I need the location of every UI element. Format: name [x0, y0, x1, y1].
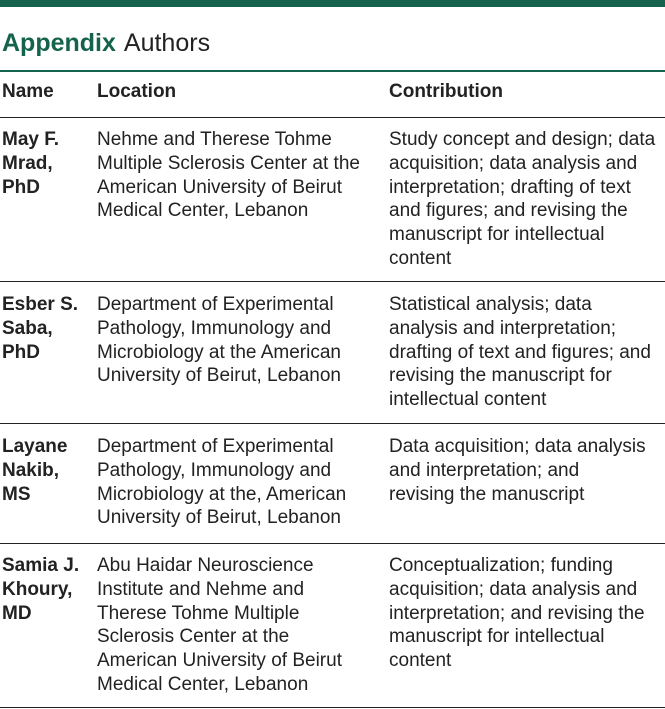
location-line: Sclerosis Center at the — [97, 626, 290, 648]
location-cell — [97, 293, 382, 388]
contribution-line: and figures; and revising the — [389, 200, 628, 222]
contribution-line: Statistical analysis; data — [389, 294, 592, 315]
title-rule — [0, 70, 665, 72]
author-degree-line: PhD — [2, 341, 40, 363]
header-rule — [0, 117, 665, 118]
location-line: Medical Center, Lebanon — [97, 200, 309, 222]
contribution-cell — [389, 554, 665, 673]
contribution-line: Data acquisition; data analysis — [389, 436, 646, 457]
row-divider — [0, 423, 665, 424]
location-cell — [97, 128, 382, 223]
author-name-line: Samia J. — [2, 555, 80, 576]
contribution-line: Study concept and design; data — [389, 129, 656, 150]
contribution-cell — [389, 293, 665, 412]
author-name-line: May F. — [2, 129, 60, 150]
contribution-line: interpretation; drafting of text — [389, 176, 631, 198]
contribution-line: interpretation; and revising the — [389, 602, 645, 624]
location-line: University of Beirut, Lebanon — [97, 365, 341, 387]
table-title-subject: Authors — [123, 29, 211, 57]
location-line: American University of Beirut — [97, 176, 342, 198]
table-bottom-rule — [0, 707, 665, 708]
contribution-line: drafting of text and figures; and — [389, 341, 651, 363]
table-title — [2, 28, 210, 58]
author-name-line: Layane — [2, 436, 68, 457]
location-line: Department of Experimental — [97, 294, 334, 315]
author-degree-line: MS — [2, 483, 31, 505]
location-line: Pathology, Immunology and — [97, 317, 332, 339]
location-cell — [97, 435, 382, 530]
location-line: Microbiology at the American — [97, 341, 341, 363]
author-name-cell — [2, 435, 90, 506]
location-line: Microbiology at the, American — [97, 483, 347, 505]
table-header — [0, 80, 665, 110]
location-line: Abu Haidar Neuroscience — [97, 555, 314, 576]
contribution-line: revising the manuscript — [389, 483, 585, 505]
contribution-line: manuscript for intellectual — [389, 626, 605, 648]
contribution-line: intellectual content — [389, 389, 547, 411]
author-name-line: Esber S. — [2, 294, 79, 315]
location-line: Nehme and Therese Tohme — [97, 129, 332, 150]
contribution-line: revising the manuscript for — [389, 365, 612, 387]
table-title-label: Appendix — [2, 29, 116, 57]
contribution-cell — [389, 128, 665, 271]
author-name-line: Nakib, — [2, 459, 60, 481]
location-line: Pathology, Immunology and — [97, 459, 332, 481]
author-degree-line: MD — [2, 602, 32, 624]
contribution-line: acquisition; data analysis and — [389, 578, 638, 600]
contribution-line: content — [389, 650, 452, 672]
location-line: University of Beirut, Lebanon — [97, 507, 341, 529]
author-name-cell — [2, 554, 90, 625]
location-line: Department of Experimental — [97, 436, 334, 457]
contribution-line: manuscript for intellectual — [389, 224, 605, 246]
column-header-name: Name — [2, 81, 54, 102]
location-line: Multiple Sclerosis Center at the — [97, 152, 360, 174]
contribution-line: and interpretation; and — [389, 459, 580, 481]
location-cell — [97, 554, 382, 697]
contribution-line: content — [389, 247, 452, 269]
location-line: Therese Tohme Multiple — [97, 602, 300, 624]
location-line: Medical Center, Lebanon — [97, 673, 309, 695]
top-accent-bar — [0, 0, 665, 7]
contribution-line: analysis and interpretation; — [389, 317, 617, 339]
author-name-cell — [2, 293, 90, 364]
author-name-line: Saba, — [2, 317, 53, 339]
author-name-cell — [2, 128, 90, 199]
author-degree-line: PhD — [2, 176, 40, 198]
contribution-line: acquisition; data analysis and — [389, 152, 638, 174]
column-header-contribution: Contribution — [389, 81, 503, 102]
column-header-location: Location — [97, 81, 177, 102]
contribution-cell — [389, 435, 665, 506]
author-name-line: Mrad, — [2, 152, 53, 174]
author-name-line: Khoury, — [2, 578, 73, 600]
contribution-line: Conceptualization; funding — [389, 555, 613, 576]
location-line: American University of Beirut — [97, 650, 342, 672]
row-divider — [0, 543, 665, 544]
location-line: Institute and Nehme and — [97, 578, 305, 600]
row-divider — [0, 281, 665, 282]
